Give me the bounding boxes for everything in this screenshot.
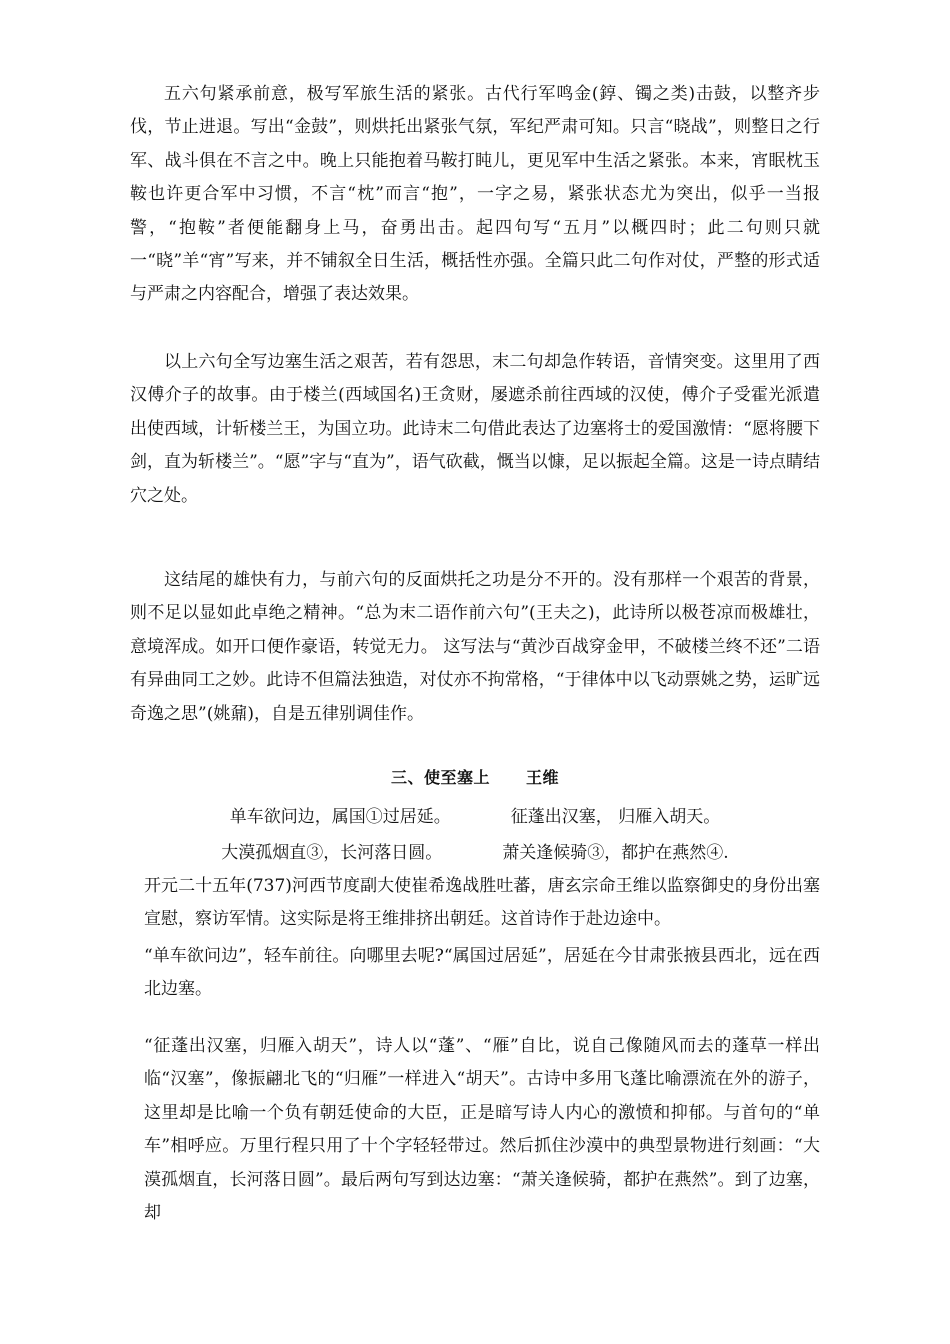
section-heading: [0, 765, 950, 788]
poem-line-1: [0, 802, 950, 827]
paragraph-first-couplet: “单车欲问边”，轻车前往。向哪里去呢?“属国过居延”，居延在今甘肃张掖县西北，远在西北边塞。: [144, 946, 820, 1000]
poem-line-1-second-half: 征蓬出汉塞， 归雁入胡天。: [510, 807, 721, 827]
paragraph-background: 开元二十五年(737)河西节度副大使崔希逸战胜吐蕃，唐玄宗命王维以监察御史的身份出塞宣慰，察访军情。这实际是将王维排挤出朝廷。这首诗作于赴边途中。: [144, 876, 820, 930]
paragraph-ending-analysis: 这结尾的雄快有力，与前六句的反面烘托之功是分不开的。没有那样一个艰苦的背景，则不足以显如此卓绝之精神。“总为末二语作前六句”(王夫之)，此诗所以极苍凉而极雄壮，意境浑成。如开口便作豪语，转觉无力。 这写法与“黄沙百战穿金甲，不破楼兰终不还”二语有异曲同工之妙。此诗不但篇法独造，对仗亦不拘常格，“于律体中以飞动票姚之势，运旷远奇逸之思”(姚鼐)，自是五律别调佳作。: [130, 570, 820, 724]
section-title: 三、使至塞上: [390, 768, 490, 787]
paragraph-loulan-story: 以上六句全写边塞生活之艰苦，若有怨思，末二句却急作转语，音情突变。这里用了西汉傅介子的故事。由于楼兰(西域国名)王贪财，屡遮杀前往西域的汉使，傅介子受霍光派遣出使西域，计斩楼兰王，为国立功。此诗末二句借此表达了边塞将士的爱国激情：“愿将腰下剑，直为斩楼兰”。“愿”字与“直为”，语气砍截，慨当以慷，足以振起全篇。这是一诗点睛结穴之处。: [130, 352, 820, 506]
poem-line-2-first-half: 大漠孤烟直③，长河落日圆。: [221, 843, 443, 863]
poem-line-2: [0, 838, 950, 863]
paragraph-second-couplet: “征蓬出汉塞，归雁入胡天”，诗人以“蓬”、“雁”自比，说自己像随风而去的蓬草一样出临“汉塞”，像振翩北飞的“归雁”一样进入“胡天”。古诗中多用飞蓬比喻漂流在外的游子，这里却是比喻一个负有朝廷使命的大臣，正是暗写诗人内心的激愤和抑郁。与首句的“单车”相呼应。万里行程只用了十个字轻轻带过。然后抓住沙漠中的典型景物进行刻画：“大漠孤烟直，长河落日圆”。最后两句写到达边塞：“萧关逢候骑，都护在燕然”。到了边塞，却: [144, 1036, 820, 1224]
section-author: 王维: [526, 768, 560, 787]
poem-line-1-first-half: 单车欲问边，属国①过居延。: [229, 807, 451, 827]
paragraph-military-life: 五六句紧承前意，极写军旅生活的紧张。古代行军鸣金(錞、镯之类)击鼓，以整齐步伐，节止进退。写出“金鼓”，则烘托出紧张气氛，军纪严肃可知。只言“晓战”，则整日之行军、战斗俱在不言之中。晚上只能抱着马鞍打盹儿，更见军中生活之紧张。本来，宵眠枕玉鞍也许更合军中习惯，不言“枕”而言“抱”，一字之易，紧张状态尤为突出，似乎一当报警，“抱鞍”者便能翻身上马，奋勇出击。起四句写“五月”以概四时；此二句则只就一“晓”羊“宵”写来，并不铺叙全日生活，概括性亦强。全篇只此二句作对仗，严整的形式适与严肃之内容配合，增强了表达效果。: [130, 84, 820, 305]
poem-line-2-second-half: 萧关逢候骑③，都护在燕然④.: [502, 843, 729, 863]
